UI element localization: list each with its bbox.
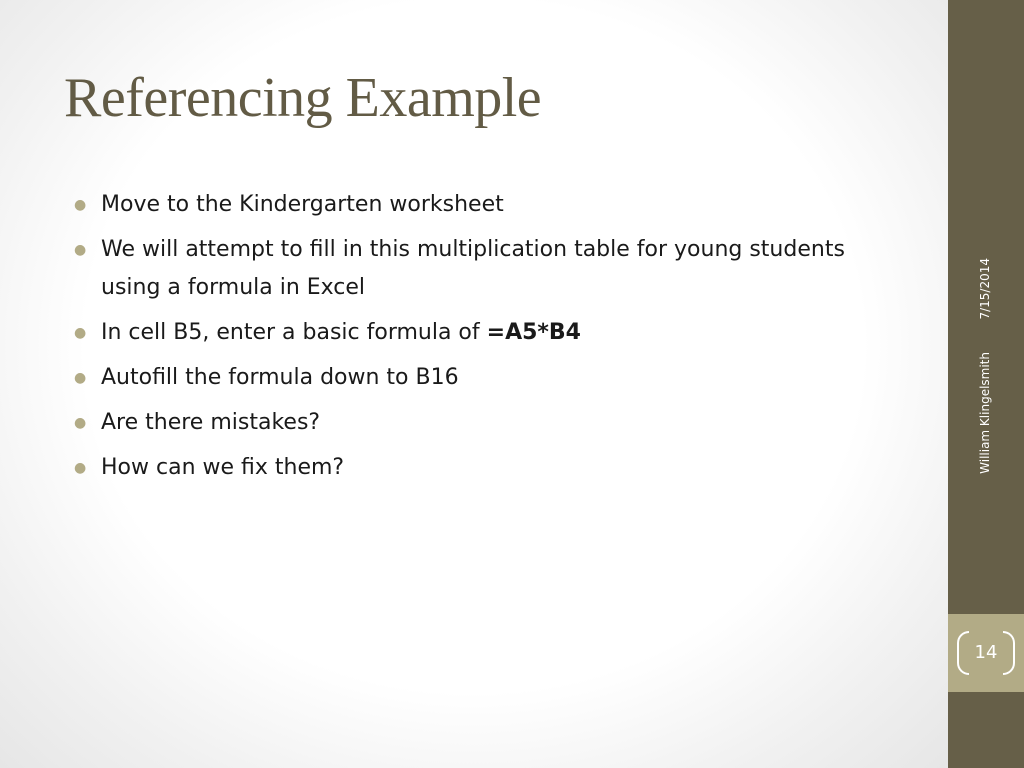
bullet-item	[74, 449, 874, 487]
bullet-dot-icon: ●	[74, 460, 87, 476]
slide-author: William Klingelsmith	[978, 352, 992, 474]
bullet-dot-icon: ●	[74, 415, 87, 431]
bullet-item	[74, 359, 874, 397]
bullet-dot-icon: ●	[74, 242, 87, 258]
formula-text: =A5*B4	[486, 320, 581, 345]
bullet-text: How can we fix them?	[101, 455, 345, 480]
bullet-text: Move to the Kindergarten worksheet	[101, 192, 504, 217]
bullet-text: In cell B5, enter a basic formula of	[101, 320, 487, 345]
bullet-item	[74, 231, 874, 307]
bullet-text: We will attempt to fill in this multiplication table for young students using a formula in Excel	[101, 237, 845, 300]
slide-date: 7/15/2014	[978, 258, 992, 320]
bullet-item	[74, 314, 874, 352]
page-number-box	[948, 614, 1024, 692]
bullet-text: Autofill the formula down to B16	[101, 365, 459, 390]
bullet-item	[74, 404, 874, 442]
bullet-item	[74, 186, 874, 224]
slide-title: Referencing Example	[64, 67, 542, 129]
bullet-dot-icon: ●	[74, 325, 87, 341]
bullet-list	[74, 186, 874, 494]
bullet-dot-icon: ●	[74, 370, 87, 386]
page-number: 14	[974, 642, 998, 663]
bullet-dot-icon: ●	[74, 197, 87, 213]
bullet-text: Are there mistakes?	[101, 410, 321, 435]
